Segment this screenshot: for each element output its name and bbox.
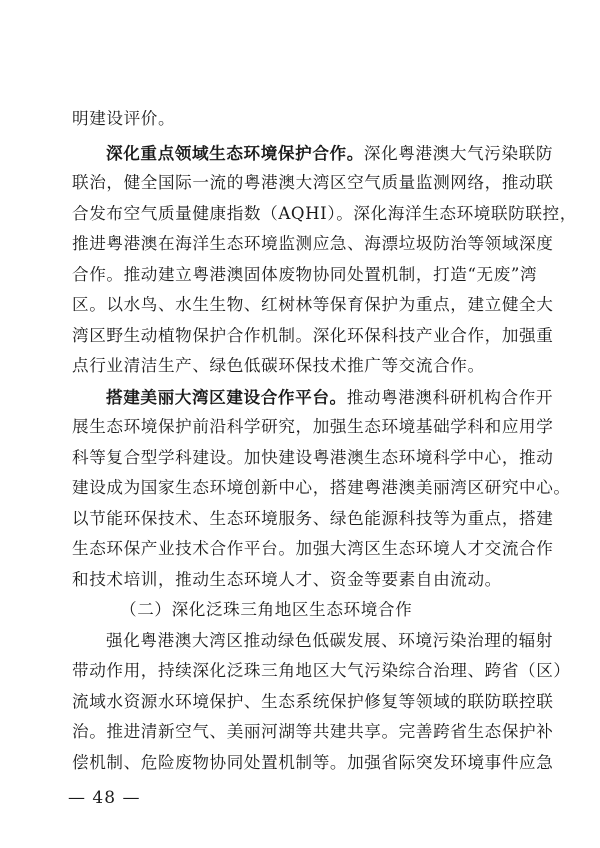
text-line: 科等复合型学科建设。加快建设粤港澳生态环境科学中心，推动 — [72, 448, 554, 467]
text-line: 生态环保产业技术合作平台。加强大湾区生态环境人才交流合作 — [72, 539, 554, 558]
paragraph-first-line: 强化粤港澳大湾区推动绿色低碳发展、环境污染治理的辐射 — [106, 631, 554, 650]
text-line: 治。推进清新空气、美丽河湖等共建共享。完善跨省生态保护补 — [72, 722, 554, 741]
subsection-heading: （二）深化泛珠三角地区生态环境合作 — [120, 600, 413, 619]
paragraph-first-line — [106, 386, 554, 409]
text-line: 推进粤港澳在海洋生态环境监测应急、海漂垃圾防治等领域深度 — [72, 234, 554, 253]
text-line: 展生态环境保护前沿科学研究，加强生态环境基础学科和应用学 — [72, 417, 554, 436]
text-span: 推动粤港澳科研机构合作开 — [346, 388, 554, 407]
text-line: 建设成为国家生态环境创新中心，搭建粤港澳美丽湾区研究中心。 — [72, 478, 571, 497]
text-line: 合发布空气质量健康指数（AQHI）。深化海洋生态环境联防联控， — [72, 204, 577, 223]
text-line: 湾区野生动植物保护合作机制。深化环保科技产业合作，加强重 — [72, 326, 554, 345]
text-line: 以节能环保技术、生态环境服务、绿色能源科技等为重点，搭建 — [72, 509, 554, 528]
text-line: 明建设评价。 — [72, 109, 176, 128]
section-heading: 深化重点领域生态环境保护合作。 — [106, 143, 364, 163]
section-heading: 搭建美丽大湾区建设合作平台。 — [106, 387, 347, 407]
text-line: 合作。推动建立粤港澳固体废物协同处置机制，打造“无废”湾 — [72, 265, 538, 284]
text-line: 和技术培训，推动生态环境人才、资金等要素自由流动。 — [72, 570, 502, 589]
text-line: 区。以水鸟、水生生物、红树林等保育保护为重点，建立健全大 — [72, 295, 554, 314]
text-span: 深化粤港澳大气污染联防 — [363, 144, 554, 163]
text-line: 带动作用，持续深化泛珠三角地区大气污染综合治理、跨省（区） — [72, 661, 571, 680]
paragraph-first-line — [106, 142, 554, 165]
text-line: 流域水资源水环境保护、生态系统保护修复等领域的联防联控联 — [72, 692, 554, 711]
page-number: — 48 — — [68, 788, 141, 808]
text-line: 偿机制、危险废物协同处置机制等。加强省际突发环境事件应急 — [72, 753, 554, 772]
text-line: 联治，健全国际一流的粤港澳大湾区空气质量监测网络，推动联 — [72, 173, 554, 192]
text-line: 点行业清洁生产、绿色低碳环保技术推广等交流合作。 — [72, 356, 485, 375]
